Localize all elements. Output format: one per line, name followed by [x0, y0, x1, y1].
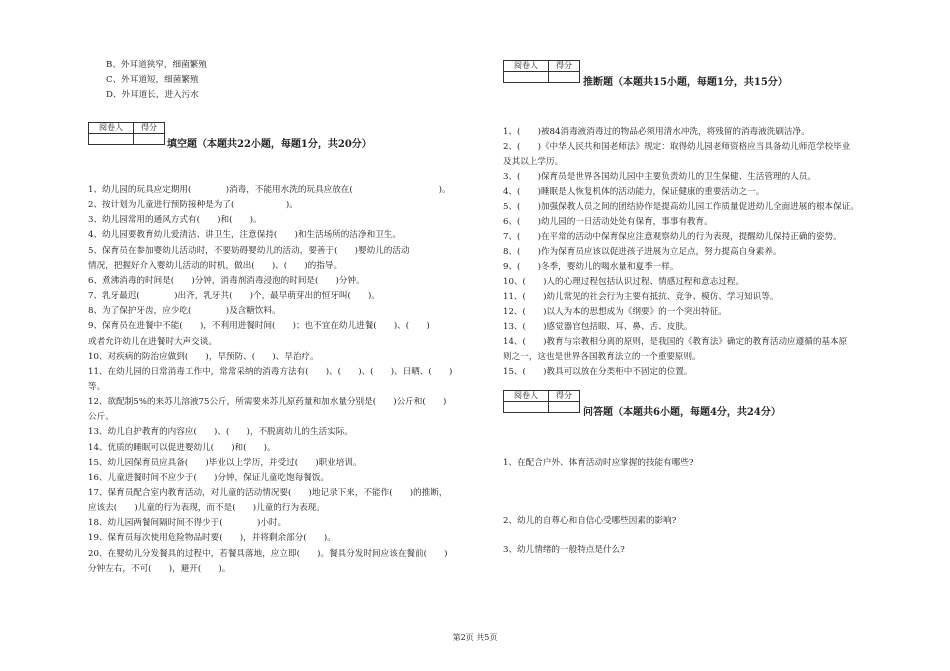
fill-question-line: 14、优质的睡眠可以促进婴幼儿( )和( )。 — [88, 442, 276, 453]
judge-question-line: 11、( )幼儿常见的社会行为主要有抵抗、竞争、模仿、学习知识等。 — [503, 292, 779, 302]
judge-question-line: 10、( )人的心理过程包括认识过程、情感过程和意志过程。 — [503, 277, 745, 287]
judge-question-line: 1、( )被84消毒液消毒过的物品必须用清水冲洗，将残留的消毒液洗刷洁净。 — [503, 127, 810, 137]
fill-question-line: 情况，把握好介入婴幼儿活动的时机，做出( )、( )的指导。 — [88, 260, 343, 271]
fill-question-line: 6、煮沸消毒的时间是( )分钟，消毒剂消毒浸泡的时间是( )分钟。 — [88, 275, 365, 286]
fill-question-line: 公斤。 — [88, 412, 114, 423]
fill-question-line: 2、按计划为儿童进行预防接种是为了( )。 — [88, 200, 298, 211]
page-footer: 第2页 共5页 — [452, 633, 498, 642]
judge-question-line: 3、( )保育员是世界各国幼儿园中主要负责幼儿的卫生保健、生活管理的人员。 — [503, 172, 816, 182]
fill-question-line: 10、对疾病的防治应做到( )，早预防、( )、早治疗。 — [88, 351, 319, 362]
judge-section-title: 推断题（本题共15小题，每题1分，共15分） — [583, 77, 788, 88]
judge-question-line: 15、( )教具可以放在分类柜中不固定的位置。 — [503, 367, 693, 377]
qa-question-3: 3、幼儿情绪的一般特点是什么? — [503, 545, 625, 555]
fill-question-line: 应该去( )儿童的行为表现，而不是( )儿童的行为表现。 — [88, 503, 325, 514]
fill-question-line: 9、保育员在进餐中不能( )，不利用进餐时间( )；也不宜在幼儿进餐( )、( ) — [88, 321, 430, 332]
judge-question-line: 13、( )感觉器官包括眼、耳、鼻、舌、皮肤。 — [503, 322, 693, 332]
judge-question-line: 则之一，这也是世界各国教育法立的一个重要原则。 — [503, 352, 701, 362]
fill-question-line: 或者允许幼儿在进餐时大声交谈。 — [88, 336, 217, 347]
fill-question-line: 17、保育员配合室内教育活动，对儿童的活动情况要( )地记录下来，不能作( )的推断， — [88, 488, 448, 498]
fill-question-line: 1、幼儿园的玩具应定期用( )消毒，不能用水洗的玩具应放在( )。 — [88, 185, 451, 195]
judge-score-box — [503, 60, 580, 83]
fill-question-line: 3、幼儿园常用的通风方式有( )和( )。 — [88, 215, 262, 226]
judge-question-line: 9、( )冬季，婴幼儿的喝水量和夏季一样。 — [503, 262, 679, 272]
option-c: C、外耳道短，细菌繁殖 — [106, 75, 199, 85]
fill-question-line: 分钟左右，不可( )，避开( )。 — [88, 563, 231, 574]
judge-question-line: 14、( )教育与宗教相分离的原则，是我国的《教育法》确定的教育活动应遵循的基本原 — [503, 337, 848, 347]
judge-question-line: 5、( )加强保教人员之间的团结协作是提高幼儿园工作质量促进幼儿全面进展的根本保证。 — [503, 202, 859, 212]
fill-question-line: 8、为了保护牙齿，应少吃( )及含糖饮料。 — [88, 306, 281, 317]
fill-question-line: 19、保育员每次使用危险物品时要( )，并将剩余部分( )。 — [88, 533, 336, 544]
score-cell[interactable] — [549, 402, 580, 413]
score-cell[interactable] — [549, 72, 580, 83]
judge-question-line: 2、( )《中华人民共和国老师法》规定：取得幼儿园老师资格应当具备幼儿师范学校毕业 — [503, 142, 851, 152]
reviewer-cell[interactable] — [504, 72, 549, 83]
score-cell[interactable] — [134, 134, 165, 145]
reviewer-label: 阅卷人 — [504, 61, 549, 72]
score-label: 得分 — [549, 391, 580, 402]
qa-score-box — [503, 390, 580, 413]
score-label: 得分 — [549, 61, 580, 72]
judge-question-line: 8、( )作为保育员应该以促进孩子进展为立足点，努力提高自身素养。 — [503, 247, 782, 257]
fill-question-line: 16、儿童进餐时间不应少于( )分钟，保证儿童吃饱每餐饭。 — [88, 472, 330, 483]
fill-question-line: 12、欲配制5%的来苏儿溶液75公斤，所需要来苏儿原药量和加水量分别是( )公斤和( ) — [88, 397, 447, 408]
judge-question-line: 4、( )睡眠是人恢复机体的活动能力，保证健康的重要活动之一。 — [503, 187, 765, 197]
fill-question-line: 15、幼儿园保育员应具备( )毕业以上学历，并受过( )职业培训。 — [88, 457, 362, 468]
qa-section-title: 问答题（本题共6小题，每题4分，共24分） — [583, 407, 781, 418]
judge-question-line: 7、( )在平常的活动中保育保应注意观察幼儿的行为表现，提醒幼儿保持正确的姿势。 — [503, 232, 842, 242]
qa-question-1: 1、在配合户外、体育活动时应掌握的技能有哪些? — [503, 458, 694, 468]
fill-question-line: 等。 — [88, 381, 106, 392]
judge-question-line: 6、( )幼儿园的一日活动处处有保育，事事有教育。 — [503, 217, 713, 227]
fill-question-line: 18、幼儿园两餐间隔时间不得少于( )小时。 — [88, 518, 287, 529]
fill-question-line: 4、幼儿园要教育幼儿爱清洁、讲卫生，注意保持( )和生活场所的洁净和卫生。 — [88, 230, 401, 241]
reviewer-label: 阅卷人 — [89, 123, 134, 134]
fill-score-box — [88, 122, 165, 145]
option-b: B、外耳道狭窄，细菌繁殖 — [106, 60, 207, 70]
reviewer-cell[interactable] — [89, 134, 134, 145]
qa-question-2: 2、幼儿的自尊心和自信心受哪些因素的影响? — [503, 516, 677, 526]
reviewer-label: 阅卷人 — [504, 391, 549, 402]
fill-question-line: 5、保育员在参加婴幼儿活动时，不要妨碍婴幼儿的活动，要善于( )婴幼儿的活动 — [88, 245, 410, 256]
fill-section-title: 填空题（本题共22小题，每题1分，共20分） — [167, 139, 372, 150]
fill-question-line: 11、在幼儿园的日常消毒工作中，常常采纳的消毒方法有( )、( )、( )、日晒、( ) — [88, 366, 453, 377]
option-d: D、外耳道长，进入污水 — [106, 90, 199, 100]
judge-question-line: 12、( )以人为本的思想成为《纲要》的一个突出特征。 — [503, 307, 727, 317]
reviewer-cell[interactable] — [504, 402, 549, 413]
judge-question-line: 及其以上学历。 — [503, 157, 564, 167]
score-label: 得分 — [134, 123, 165, 134]
fill-question-line: 13、幼儿自护教育的内容应( )、( )，不脱离幼儿的生活实际。 — [88, 427, 353, 438]
fill-question-line: 20、在婴幼儿分发餐具的过程中，若餐具落地，应立即( )。餐具分发时间应该在餐前( ) — [88, 548, 448, 559]
fill-question-line: 7、乳牙最迟( )出齐，乳牙共( )个，最早萌芽出的恒牙叫( )。 — [88, 291, 380, 302]
